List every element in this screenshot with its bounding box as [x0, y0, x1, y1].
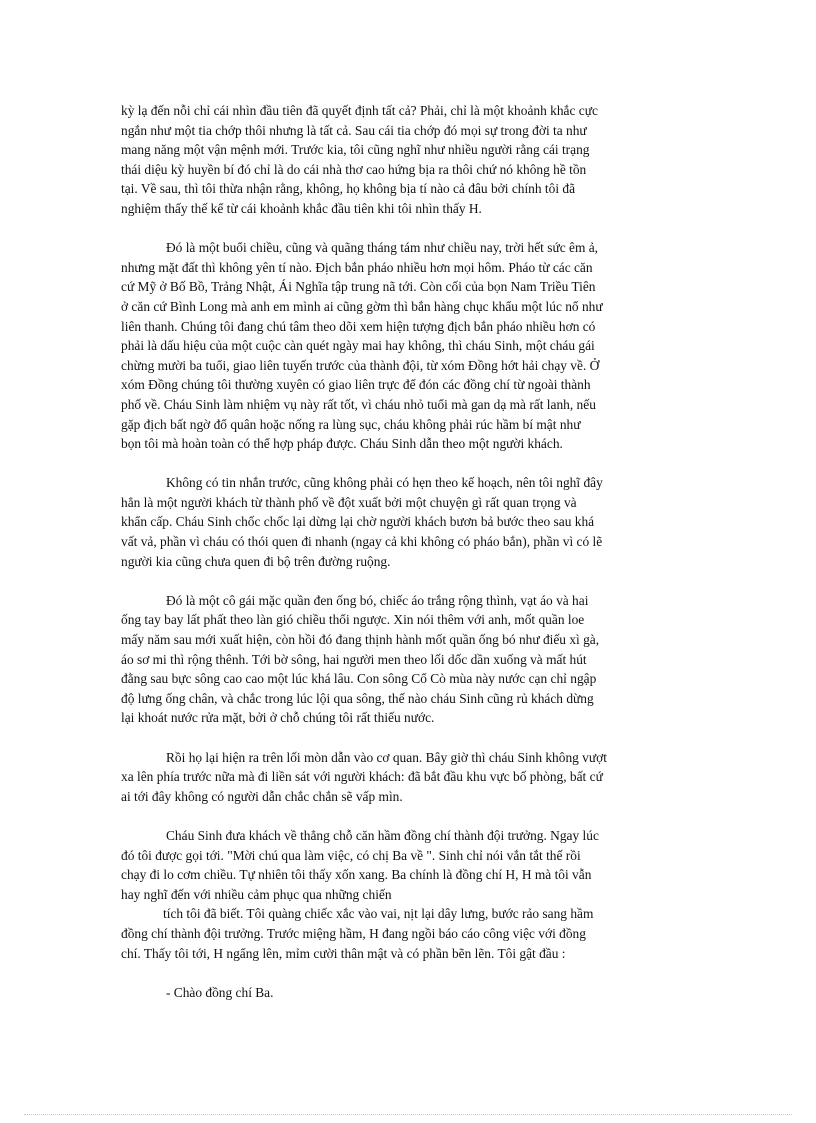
text-line: hay nghĩ đến với nhiều cảm phục qua những chiến	[121, 886, 392, 902]
text-line: mang năng một vận mệnh mới. Trước kia, tôi cũng nghĩ như nhiều người rằng cái trạng	[121, 142, 590, 158]
text-line: vất vả, phần vì cháu có thói quen đi nhanh (ngay cả khi không có pháo bắn), phần vì có lẽ	[121, 534, 603, 550]
page-bottom-divider	[24, 1114, 792, 1115]
text-line: ai tới đây không có người dẫn chắc chắn sẽ vấp mìn.	[121, 788, 403, 804]
text-line: Đó là một cô gái mặc quần đen ống bó, chiếc áo trắng rộng thình, vạt áo và hai	[166, 592, 589, 608]
text-line: người kia cũng chưa quen đi bộ trên đường ruộng.	[121, 553, 391, 569]
text-line: chạy đi lo cơm chiều. Tự nhiên tôi thấy xốn xang. Ba chính là đồng chí H, H mà tôi vẫn	[121, 867, 592, 883]
text-line: đó tôi được gọi tới. "Mời chú qua làm việc, có chị Ba về ". Sinh chỉ nói vắn tắt thế rồi	[121, 847, 581, 863]
paragraph-7	[121, 983, 701, 1003]
paragraph-6	[121, 826, 701, 963]
paragraph-1	[121, 101, 701, 219]
text-line: lại khoát nước rửa mặt, bởi ở chỗ chúng tôi rất thiếu nước.	[121, 710, 435, 726]
text-line: Cháu Sinh đưa khách về thẳng chỗ căn hầm đồng chí thành đội trưởng. Ngay lúc	[166, 827, 599, 843]
text-line: xa lên phía trước nữa mà đi liền sát với người khách: đã bắt đầu khu vực bố phòng, bất cứ	[121, 769, 603, 785]
text-line: nhưng mặt đất thì không yên tí nào. Địch bắn pháo nhiều hơn mọi hôm. Pháo từ các căn	[121, 259, 593, 275]
text-line: phố về. Cháu Sinh làm nhiệm vụ này rất tốt, vì cháu nhỏ tuổi mà gan dạ mà rất lanh, nếu	[121, 396, 596, 412]
text-line: chí. Thấy tôi tới, H ngẩng lên, mỉm cười thân mật và có phần bẽn lẽn. Tôi gật đầu :	[121, 945, 566, 961]
text-line: tích tôi đã biết. Tôi quàng chiếc xắc vào vai, nịt lại dây lưng, bước rảo sang hầm	[163, 906, 594, 922]
text-line: ống tay bay lất phất theo làn gió chiều thổi ngược. Xin nói thêm với anh, mốt quần loe	[121, 612, 585, 628]
text-line: chừng mười ba tuổi, giao liên tuyến trước của thành đội, từ xóm Đồng hớt hải chạy về. Ở	[121, 357, 600, 373]
paragraph-3	[121, 473, 701, 571]
text-line: bọn tôi mà hoàn toàn có thể hợp pháp được. Cháu Sinh dẫn theo một người khách.	[121, 436, 563, 452]
text-line: hẳn là một người khách từ thành phố về đột xuất bởi một chuyện gì rất quan trọng và	[121, 494, 577, 510]
text-line: kỳ lạ đến nỗi chỉ cái nhìn đầu tiên đã quyết định tất cả? Phải, chỉ là một khoảnh khắc cực	[121, 103, 598, 118]
text-line: Không có tin nhắn trước, cũng không phải có hẹn theo kế hoạch, nên tôi nghĩ đây	[166, 475, 603, 491]
text-line: cứ Mỹ ở Bố Bồ, Trảng Nhật, Ái Nghĩa tập trung nã tới. Còn cối của bọn Nam Triều Tiên	[121, 279, 596, 295]
paragraph-4	[121, 591, 701, 728]
text-line: xóm Đồng chúng tôi thường xuyên có giao liên trực để đón các đồng chí từ ngoài thành	[121, 377, 591, 393]
text-line: ở căn cứ Bình Long mà anh em mình ai cũng gờm thì bắn hàng chục khẩu một lúc nổ như	[121, 298, 603, 314]
text-line: đằng sau bực sông cao cao một lúc khá lâu. Con sông Cổ Cò mùa này nước cạn chỉ ngập	[121, 671, 597, 687]
paragraph-5	[121, 748, 701, 807]
text-line: gặp địch bất ngờ đổ quân hoặc nống ra lùng sục, cháu không phải rúc hầm bí mật như	[121, 416, 581, 432]
text-line: liên thanh. Chúng tôi đang chú tâm theo dõi xem hiện tượng địch bắn pháo nhiều hơn có	[121, 318, 596, 334]
text-line: áo sơ mi thì rộng thênh. Tới bờ sông, hai người men theo lối dốc dần xuống và mất hút	[121, 651, 587, 667]
text-line: mấy năm sau mới xuất hiện, còn hồi đó đang thịnh hành mốt quần ống bó như điếu xì gà,	[121, 632, 600, 648]
text-line: độ lưng ống chân, và chắc trong lúc lội qua sông, thế nào cháu Sinh cũng rủ khách dừng	[121, 690, 594, 706]
text-line: tại. Về sau, thì tôi thừa nhận rằng, không, họ không bịa tí nào cả đâu bởi chính tôi đã	[121, 181, 576, 197]
text-line: khẩn cấp. Cháu Sinh chốc chốc lại dừng lại chờ người khách bươn bả bước theo sau khá	[121, 514, 595, 530]
text-line: phải là dấu hiệu của một cuộc càn quét ngày mai hay không, thì cháu Sinh, một cháu gái	[121, 338, 595, 354]
body-text	[121, 101, 701, 1022]
text-line: thái diệu kỳ huyền bí đó chỉ là do cái nhà thơ cao hứng bịa ra thôi chứ nó không hề tồn	[121, 161, 587, 177]
text-line: nghiệm thấy thế kể từ cái khoảnh khắc đầu tiên khi tôi nhìn thấy H.	[121, 200, 482, 216]
text-line: - Chào đồng chí Ba.	[166, 984, 274, 1000]
paragraph-2	[121, 238, 701, 454]
text-line: đồng chí thành đội trưởng. Trước miệng hầm, H đang ngồi báo cáo công việc với đồng	[121, 925, 586, 941]
text-line: ngắn như một tia chớp thôi nhưng là tất cả. Sau cái tia chớp đó mọi sự trong đời ta như	[121, 122, 587, 138]
text-line: Rồi họ lại hiện ra trên lối mòn dẫn vào cơ quan. Bây giờ thì cháu Sinh không vượt	[166, 749, 607, 765]
text-line: Đó là một buổi chiều, cũng và quãng tháng tám như chiều nay, trời hết sức êm ả,	[166, 240, 599, 256]
